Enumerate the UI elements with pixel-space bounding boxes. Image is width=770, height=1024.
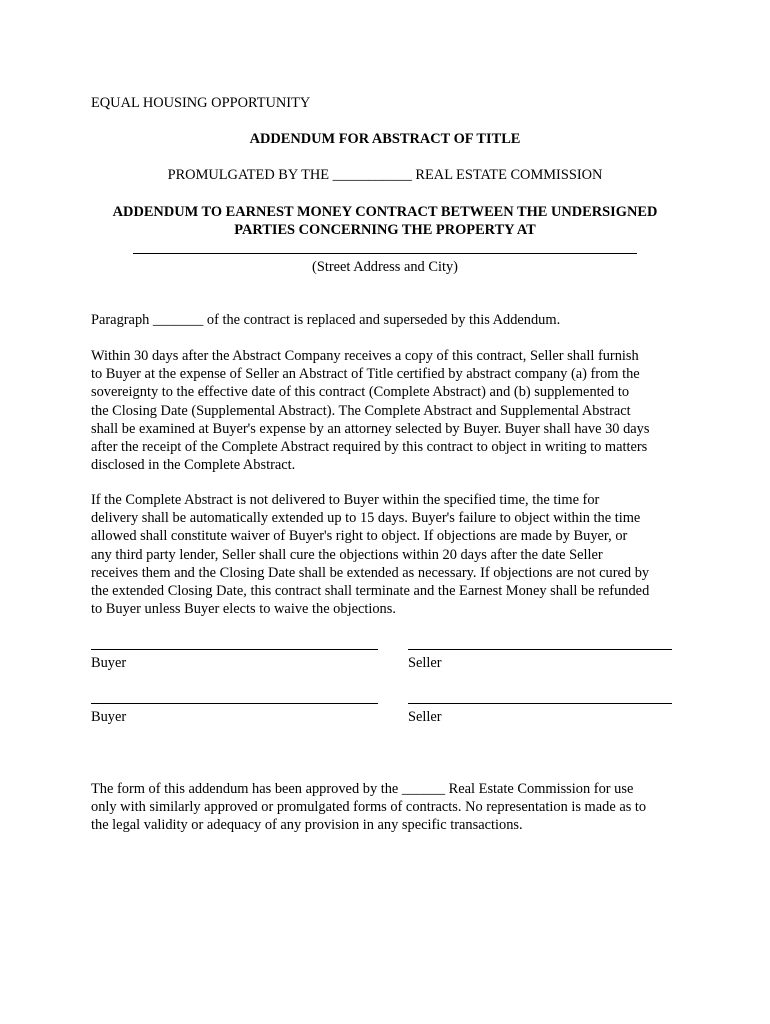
objections-paragraph — [91, 491, 691, 618]
address-caption: (Street Address and City) — [312, 259, 458, 275]
paragraph-line: Within 30 days after the Abstract Company receives a copy of this contract, Seller shall furnish — [91, 348, 639, 364]
property-address-line — [133, 253, 637, 254]
paragraph-line: the extended Closing Date, this contract shall terminate and the Earnest Money shall be refunded — [91, 583, 650, 600]
paragraph-line: delivery shall be automatically extended up to 15 days. Buyer's failure to object within the time — [91, 510, 641, 527]
paragraph-line: receives them and the Closing Date shall be extended as necessary. If objections are not cured by — [91, 564, 650, 581]
equal-housing-label: EQUAL HOUSING OPPORTUNITY — [91, 95, 311, 111]
paragraph-line: after the receipt of the Complete Abstract required by this contract to object in writing to matters — [91, 439, 648, 456]
paragraph-reference: Paragraph _______ of the contract is replaced and superseded by this Addendum. — [91, 312, 561, 328]
promulgated-line: PROMULGATED BY THE ___________ REAL ESTATE COMMISSION — [167, 167, 603, 183]
buyer-signature-line-1[interactable] — [91, 649, 378, 650]
paragraph-line: disclosed in the Complete Abstract. — [91, 457, 296, 474]
paragraph-line: sovereignty to the effective date of this contract (Complete Abstract) and (b) supplemented to — [91, 384, 630, 401]
seller-label-2: Seller — [408, 709, 442, 725]
seller-signature-line-1[interactable] — [408, 649, 672, 650]
paragraph-line: shall be examined at Buyer's expense by an attorney selected by Buyer. Buyer shall have 30 days — [91, 420, 650, 437]
document-title: ADDENDUM FOR ABSTRACT OF TITLE — [249, 131, 521, 147]
subtitle-line-1: ADDENDUM TO EARNEST MONEY CONTRACT BETWEEN THE UNDERSIGNED — [112, 204, 658, 220]
footer-line: the legal validity or adequacy of any provision in any specific transactions. — [91, 817, 523, 834]
footer-line: The form of this addendum has been approved by the ______ Real Estate Commission for use — [91, 781, 634, 797]
approval-footer — [91, 780, 691, 835]
paragraph-line: to Buyer at the expense of Seller an Abstract of Title certified by abstract company (a) from the — [91, 366, 640, 383]
subtitle-line-2: PARTIES CONCERNING THE PROPERTY AT — [234, 222, 536, 238]
buyer-label-1: Buyer — [91, 655, 127, 671]
paragraph-line: If the Complete Abstract is not delivered to Buyer within the specified time, the time for — [91, 492, 600, 508]
paragraph-line: any third party lender, Seller shall cure the objections within 20 days after the date Seller — [91, 546, 603, 563]
buyer-signature-line-2[interactable] — [91, 703, 378, 704]
buyer-label-2: Buyer — [91, 709, 127, 725]
abstract-delivery-paragraph — [91, 347, 691, 474]
paragraph-line: the Closing Date (Supplemental Abstract). The Complete Abstract and Supplemental Abstract — [91, 402, 631, 419]
seller-signature-line-2[interactable] — [408, 703, 672, 704]
seller-label-1: Seller — [408, 655, 442, 671]
paragraph-line: allowed shall constitute waiver of Buyer's right to object. If objections are made by Buyer, or — [91, 528, 628, 545]
paragraph-line: to Buyer unless Buyer elects to waive the objections. — [91, 601, 396, 618]
footer-line: only with similarly approved or promulgated forms of contracts. No representation is made as to — [91, 799, 647, 816]
